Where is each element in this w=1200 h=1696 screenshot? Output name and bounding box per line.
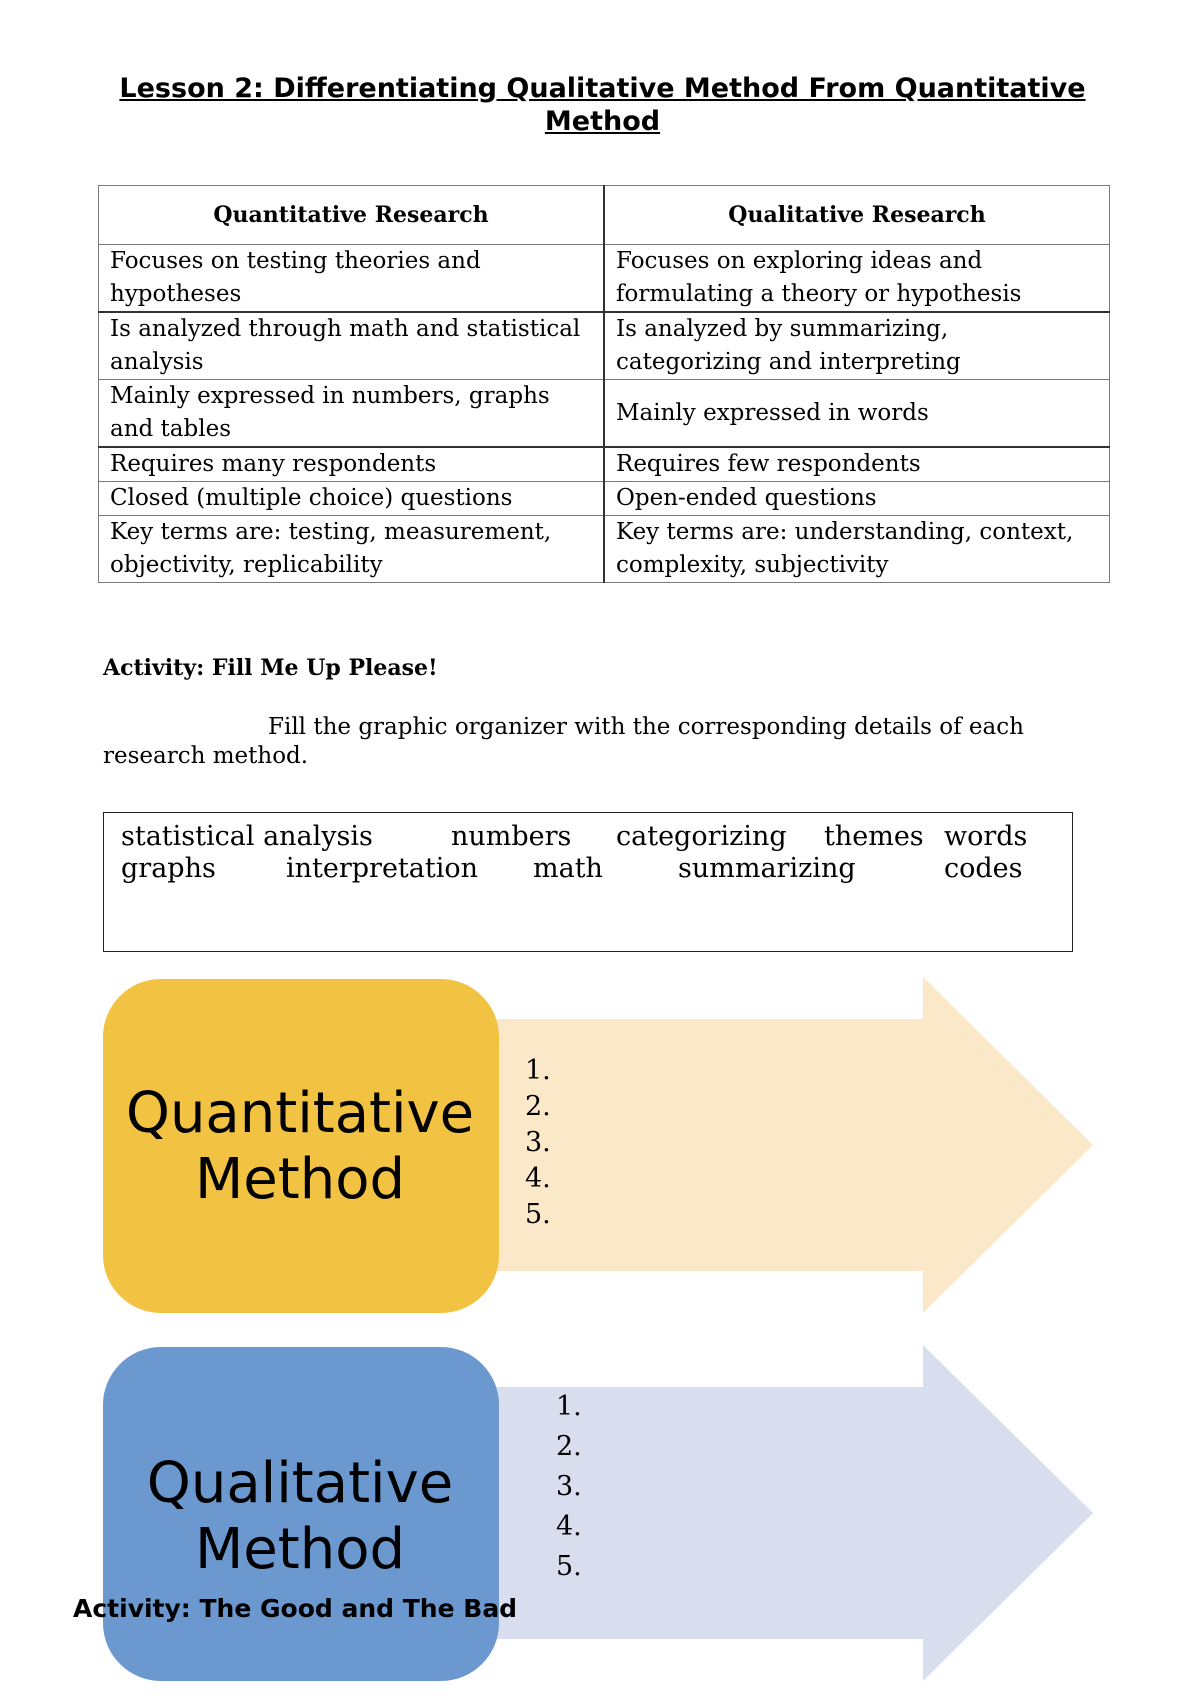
- answer-slot[interactable]: 1.: [525, 1055, 551, 1086]
- quantitative-cell: Requires many respondents: [99, 447, 605, 482]
- quantitative-cell: Key terms are: testing, measurement, objectivity, replicability: [99, 516, 605, 583]
- header-quantitative: Quantitative Research: [99, 186, 605, 245]
- qualitative-arrow: [493, 1345, 1093, 1681]
- word-bank-term: themes: [824, 821, 924, 852]
- qualitative-cell: Is analyzed by summarizing, categorizing and interpreting: [604, 312, 1110, 380]
- table-row: [99, 516, 1110, 583]
- quantitative-cell: Focuses on testing theories and hypotheses: [99, 245, 605, 313]
- word-bank-term: codes: [944, 853, 1023, 884]
- quantitative-cell: Is analyzed through math and statistical analysis: [99, 312, 605, 380]
- activity-2-heading: Activity: The Good and The Bad: [73, 1594, 518, 1623]
- table-row: [99, 447, 1110, 482]
- word-bank-term: graphs: [121, 853, 216, 884]
- answer-slot[interactable]: 2.: [525, 1091, 551, 1122]
- label-line: Method: [194, 1517, 406, 1582]
- table-row: [99, 245, 1110, 313]
- qualitative-cell: Focuses on exploring ideas and formulating a theory or hypothesis: [604, 245, 1110, 313]
- word-bank-term: summarizing: [678, 853, 856, 884]
- qualitative-organizer: [103, 1345, 1103, 1685]
- qualitative-method-label: [103, 1451, 497, 1583]
- answer-slot[interactable]: 3.: [525, 1127, 551, 1158]
- table-header-row: [99, 186, 1110, 245]
- table-row: [99, 380, 1110, 448]
- quantitative-arrow: [493, 977, 1093, 1313]
- answer-slot[interactable]: 4.: [556, 1511, 582, 1542]
- answer-slot[interactable]: 2.: [556, 1431, 582, 1462]
- qualitative-cell: Key terms are: understanding, context, complexity, subjectivity: [604, 516, 1110, 583]
- qualitative-cell: Mainly expressed in words: [604, 380, 1110, 448]
- qualitative-answer-list: [556, 1389, 582, 1589]
- answer-slot[interactable]: 5.: [525, 1199, 551, 1230]
- word-bank-term: words: [944, 821, 1028, 852]
- page-title: Lesson 2: Differentiating Qualitative Method From Quantitative Method: [119, 73, 1086, 137]
- table-row: [99, 312, 1110, 380]
- quantitative-answer-list: [525, 1053, 551, 1233]
- qualitative-cell: Open-ended questions: [604, 482, 1110, 516]
- label-line: Qualitative: [146, 1451, 454, 1516]
- answer-slot[interactable]: 4.: [525, 1163, 551, 1194]
- word-bank-term: categorizing: [616, 821, 787, 852]
- quantitative-method-label: [103, 1081, 497, 1213]
- activity-instruction: Fill the graphic organizer with the corresponding details of each research method.: [103, 714, 1024, 769]
- label-line: Quantitative: [125, 1081, 475, 1146]
- word-bank-term: interpretation: [286, 853, 479, 884]
- header-qualitative: Qualitative Research: [604, 186, 1110, 245]
- answer-slot[interactable]: 5.: [556, 1551, 582, 1582]
- label-line: Method: [194, 1147, 406, 1212]
- quantitative-cell: Mainly expressed in numbers, graphs and tables: [99, 380, 605, 448]
- word-bank-term: math: [533, 853, 603, 884]
- quantitative-cell: Closed (multiple choice) questions: [99, 482, 605, 516]
- answer-slot[interactable]: 3.: [556, 1471, 582, 1502]
- comparison-table: [98, 185, 1110, 583]
- word-bank-term: numbers: [451, 821, 572, 852]
- word-bank: [103, 812, 1073, 952]
- qualitative-cell: Requires few respondents: [604, 447, 1110, 482]
- word-bank-term: statistical analysis: [121, 821, 373, 852]
- table-row: [99, 482, 1110, 516]
- activity-heading: Activity: Fill Me Up Please!: [103, 655, 438, 681]
- answer-slot[interactable]: 1.: [556, 1391, 582, 1422]
- quantitative-organizer: [103, 977, 1103, 1317]
